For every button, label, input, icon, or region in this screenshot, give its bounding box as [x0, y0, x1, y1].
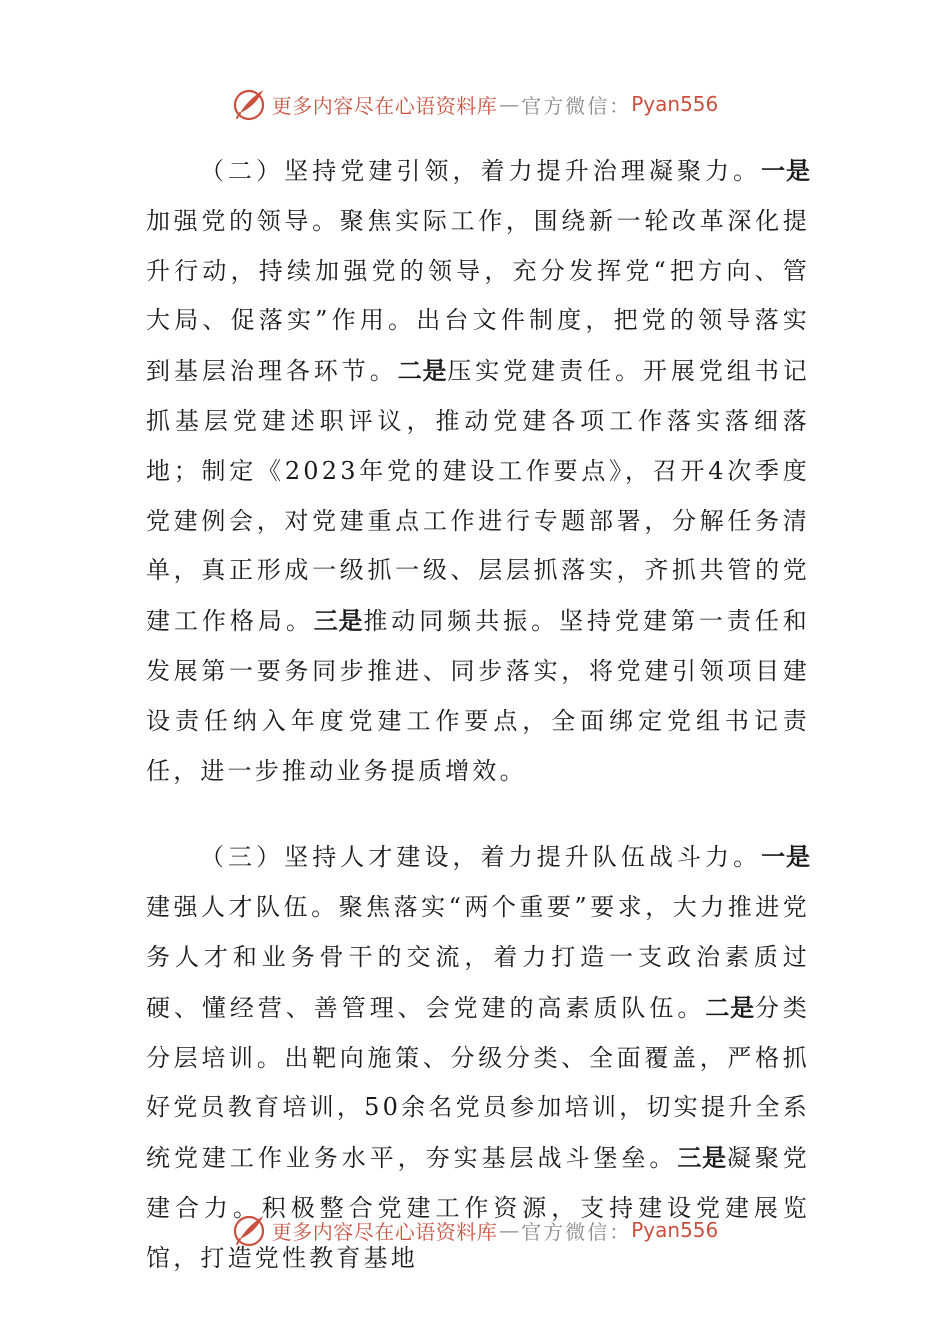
lead-phrase: 三是 — [313, 606, 364, 636]
document-body — [146, 146, 810, 1284]
section-heading: （三）坚持人才建设，着力提升队伍战斗力。 — [200, 843, 762, 872]
body-text: 建强人才队伍。聚焦落实“两个重要”要求，大力推进党务人才和业务骨干的交流，着力打造一支政治素质过硬、懂经营、善管理、会党建的高素质队伍。 — [146, 893, 810, 1022]
watermark-wechat-label: 官方微信： — [521, 1219, 632, 1244]
lead-phrase: 二是 — [397, 356, 448, 386]
quill-logo-icon — [232, 1213, 266, 1247]
lead-phrase: 二是 — [705, 992, 755, 1022]
body-text: 分类分层培训。出靶向施策、分级分类、全面覆盖，严格抓好党员教育培训，50余名党员参加培训，切实提升全系统党建工作业务水平，夯实基层战斗堡垒。 — [146, 993, 811, 1173]
watermark-dash: — — [499, 1218, 520, 1242]
lead-phrase: 一是 — [761, 842, 811, 872]
watermark-footer — [0, 1210, 950, 1250]
lead-phrase: 一是 — [761, 156, 811, 185]
body-text: 推动同频共振。坚持党建第一责任和发展第一要务同步推进、同步落实，将党建引领项目建设责任纳入年度党建工作要点，全面绑定党组书记责任，进一步推动业务提质增效。 — [146, 607, 811, 785]
paragraph-section-2 — [146, 146, 810, 796]
watermark-wechat-label: 官方微信： — [521, 93, 632, 118]
body-text: 凝聚党建合力。积极整合党建工作资源，支持建设党建展览馆，打造党性教育基地 — [146, 1144, 810, 1272]
body-text: 压实党建责任。开展党组书记抓基层党建述职评议，推动党建各项工作落实落细落地；制定《2023年党的建设工作要点》，召开4次季度党建例会，对党建重点工作进行专题部署，分解任务清单，真正形成一级抓一级、层层抓落实，齐抓共管的党建工作格局。 — [146, 357, 810, 636]
body-text: 加强党的领导。聚焦实际工作，围绕新一轮改革深化提升行动，持续加强党的领导，充分发挥党“把方向、管大局、促落实”作用。出台文件制度，把党的领导落实到基层治理各环节。 — [146, 206, 810, 386]
watermark-wechat-id: Pyan556 — [631, 1218, 719, 1242]
watermark-wechat-id: Pyan556 — [631, 92, 719, 116]
watermark-brand-text: 更多内容尽在心语资料库 — [271, 93, 498, 118]
quill-logo-icon — [232, 87, 266, 121]
watermark-dash: — — [499, 92, 520, 116]
watermark-brand-text: 更多内容尽在心语资料库 — [271, 1219, 498, 1244]
section-heading: （二）坚持党建引领，着力提升治理凝聚力。 — [200, 157, 762, 185]
lead-phrase: 三是 — [677, 1143, 727, 1173]
watermark-header — [0, 84, 950, 124]
